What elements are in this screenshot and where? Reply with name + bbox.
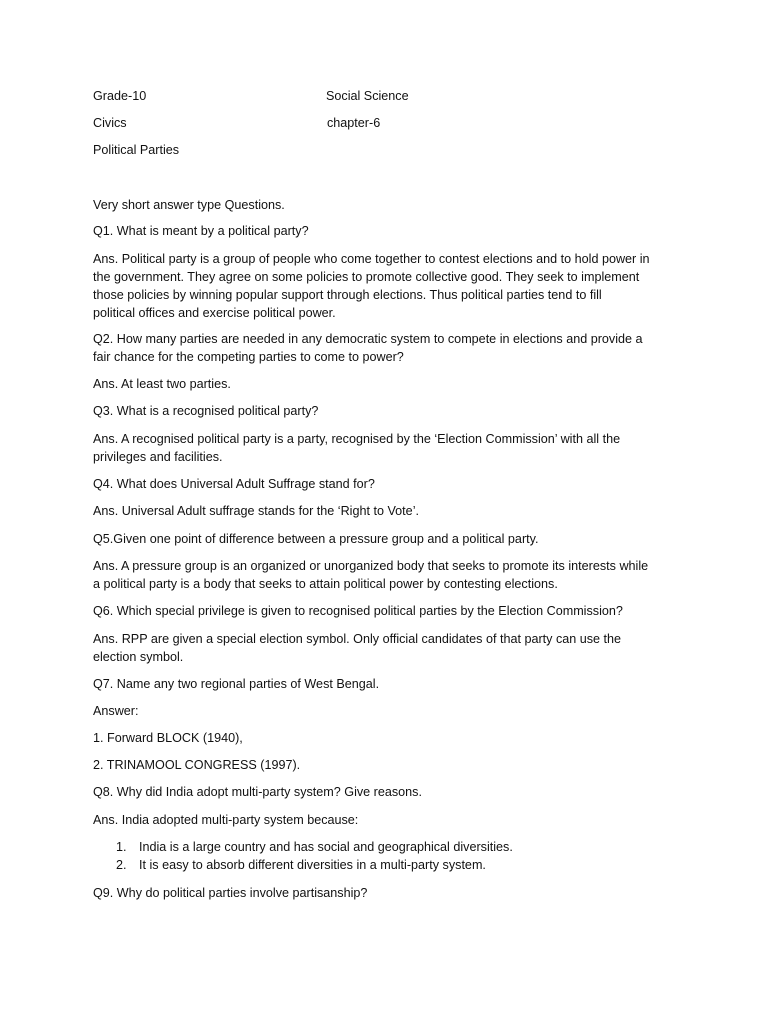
answer-7-label: Answer: [93, 704, 139, 718]
answer-4: Ans. Universal Adult suffrage stands for the ‘Right to Vote’. [93, 504, 419, 518]
answer-6-line-1: Ans. RPP are given a special election symbol. Only official candidates of that party can use the [93, 632, 622, 646]
topic-title: Political Parties [93, 143, 180, 157]
answer-1-line-4: political offices and exercise political power. [93, 306, 336, 320]
answer-8-intro: Ans. India adopted multi-party system because: [93, 813, 359, 827]
question-1: Q1. What is meant by a political party? [93, 224, 309, 238]
question-9: Q9. Why do political parties involve partisanship? [93, 886, 368, 900]
answer-8-list-item-1 [116, 838, 676, 856]
branch-label: Civics [93, 116, 127, 130]
section-title: Very short answer type Questions. [93, 198, 285, 212]
answer-3-line-1: Ans. A recognised political party is a party, recognised by the ‘Election Commission’ with all the [93, 432, 621, 446]
answer-7-item-1: 1. Forward BLOCK (1940), [93, 731, 243, 745]
answer-3-line-2: privileges and facilities. [93, 450, 223, 464]
question-2-line-1: Q2. How many parties are needed in any democratic system to compete in elections and provide a [93, 332, 643, 346]
answer-5-line-1: Ans. A pressure group is an organized or unorganized body that seeks to promote its interests while [93, 559, 649, 573]
question-4: Q4. What does Universal Adult Suffrage stand for? [93, 477, 375, 491]
question-5: Q5.Given one point of difference between a pressure group and a political party. [93, 532, 539, 546]
list-number: 1. [116, 840, 127, 854]
answer-1-line-2: the government. They agree on some policies to promote collective good. They seek to implement [93, 270, 640, 284]
answer-7-item-2: 2. TRINAMOOL CONGRESS (1997). [93, 758, 301, 772]
answer-1-line-1: Ans. Political party is a group of people who come together to contest elections and to hold power in [93, 252, 650, 266]
question-2-line-2: fair chance for the competing parties to come to power? [93, 350, 404, 364]
answer-2: Ans. At least two parties. [93, 377, 231, 391]
question-6: Q6. Which special privilege is given to recognised political parties by the Election Commission? [93, 604, 623, 618]
subject-label: Social Science [326, 89, 409, 103]
answer-6-line-2: election symbol. [93, 650, 184, 664]
list-item-text: India is a large country and has social and geographical diversities. [139, 840, 513, 854]
list-number: 2. [116, 858, 127, 872]
question-7: Q7. Name any two regional parties of West Bengal. [93, 677, 380, 691]
answer-1-line-3: those policies by winning popular support through elections. Thus political parties tend to fill [93, 288, 602, 302]
answer-5-line-2: a political party is a body that seeks to attain political power by contesting elections. [93, 577, 558, 591]
question-3: Q3. What is a recognised political party? [93, 404, 319, 418]
question-8: Q8. Why did India adopt multi-party system? Give reasons. [93, 785, 422, 799]
chapter-label: chapter-6 [327, 116, 381, 130]
list-item-text: It is easy to absorb different diversities in a multi-party system. [139, 858, 486, 872]
answer-8-list-item-2 [116, 856, 676, 874]
grade-label: Grade-10 [93, 89, 147, 103]
